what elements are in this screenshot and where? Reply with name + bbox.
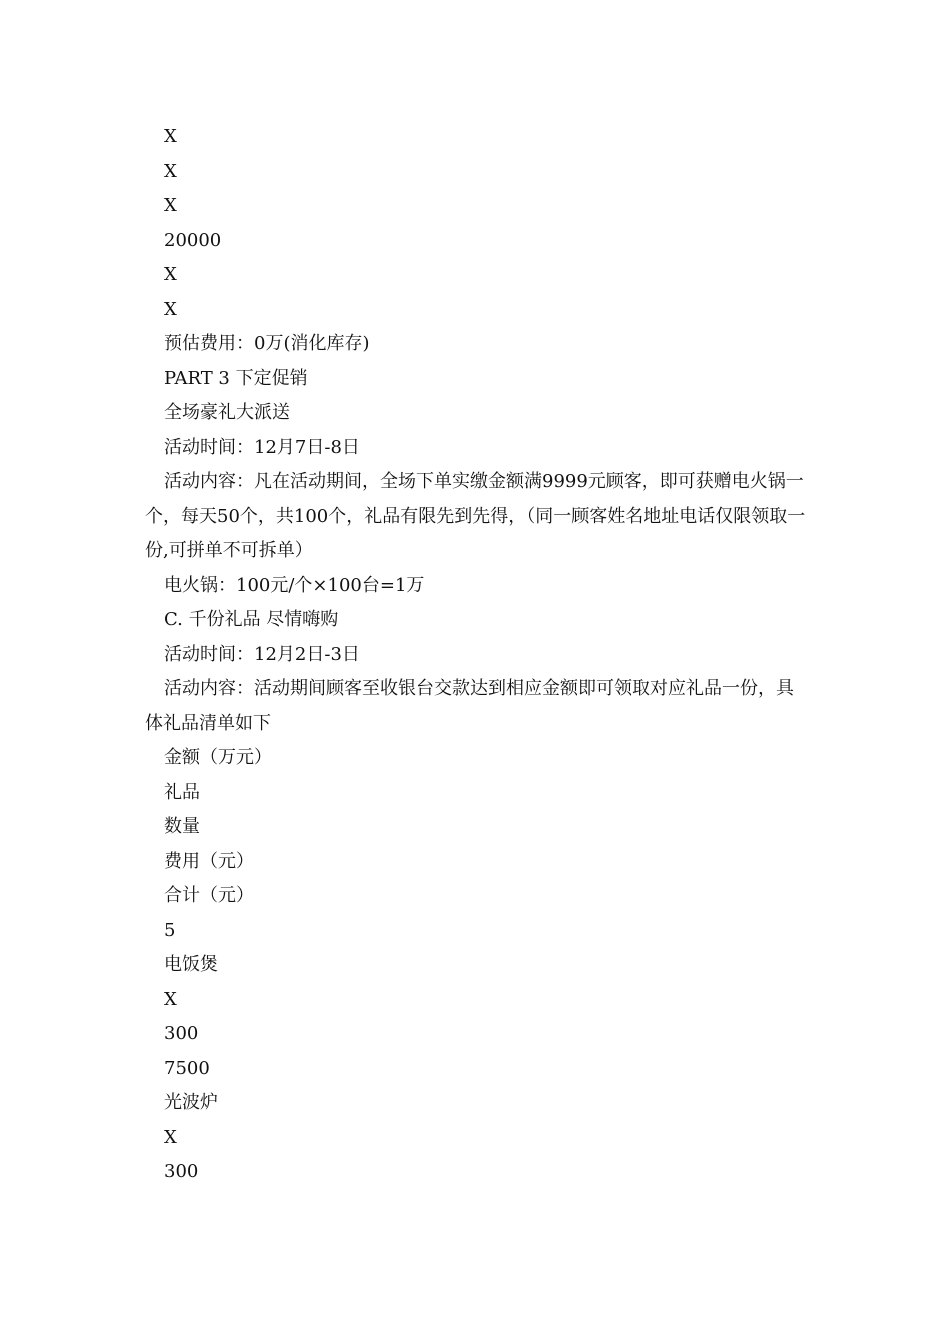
document-body xyxy=(145,120,810,1190)
table-header-quantity: 数量 xyxy=(164,816,200,837)
estimate-line: 预估费用：0万(消化库存) xyxy=(164,333,370,354)
table-cell: 300 xyxy=(164,1161,199,1182)
table-cell: X xyxy=(164,1126,177,1148)
table-cell: X xyxy=(164,988,177,1010)
text-line: 20000 xyxy=(164,229,222,251)
table-cell: 7500 xyxy=(164,1057,210,1079)
text-line: X xyxy=(164,160,177,182)
part3-content: 活动内容：凡在活动期间，全场下单实缴金额满9999元顾客，即可获赠电火锅一个，每天50个，共100个，礼品有限先到先得，（同一顾客姓名地址电话仅限领取一份,可拼单不可拆单） xyxy=(145,471,806,561)
part3-title: PART 3 下定促销 xyxy=(164,367,308,389)
text-line: X xyxy=(164,298,177,320)
table-cell: 电饭煲 xyxy=(164,954,218,975)
section-c-time: 活动时间：12月2日-3日 xyxy=(164,643,360,665)
table-header-amount: 金额（万元） xyxy=(164,747,272,768)
table-header-gift: 礼品 xyxy=(164,781,200,803)
text-line: X xyxy=(164,264,177,285)
table-header-total: 合计（元） xyxy=(164,885,254,906)
part3-subtitle: 全场豪礼大派送 xyxy=(164,402,290,423)
table-cell: 5 xyxy=(164,919,176,941)
text-line: X xyxy=(164,126,177,147)
part3-time: 活动时间：12月7日-8日 xyxy=(164,436,360,458)
table-cell: 光波炉 xyxy=(164,1092,218,1113)
text-line: X xyxy=(164,195,177,216)
table-header-cost: 费用（元） xyxy=(164,850,254,872)
section-c-title: C. 千份礼品 尽情嗨购 xyxy=(164,609,339,630)
table-cell: 300 xyxy=(164,1023,199,1044)
section-c-content: 活动内容：活动期间顾客至收银台交款达到相应金额即可领取对应礼品一份，具体礼品清单如下 xyxy=(145,678,794,734)
part3-cost: 电火锅：100元/个×100台=1万 xyxy=(164,574,425,596)
